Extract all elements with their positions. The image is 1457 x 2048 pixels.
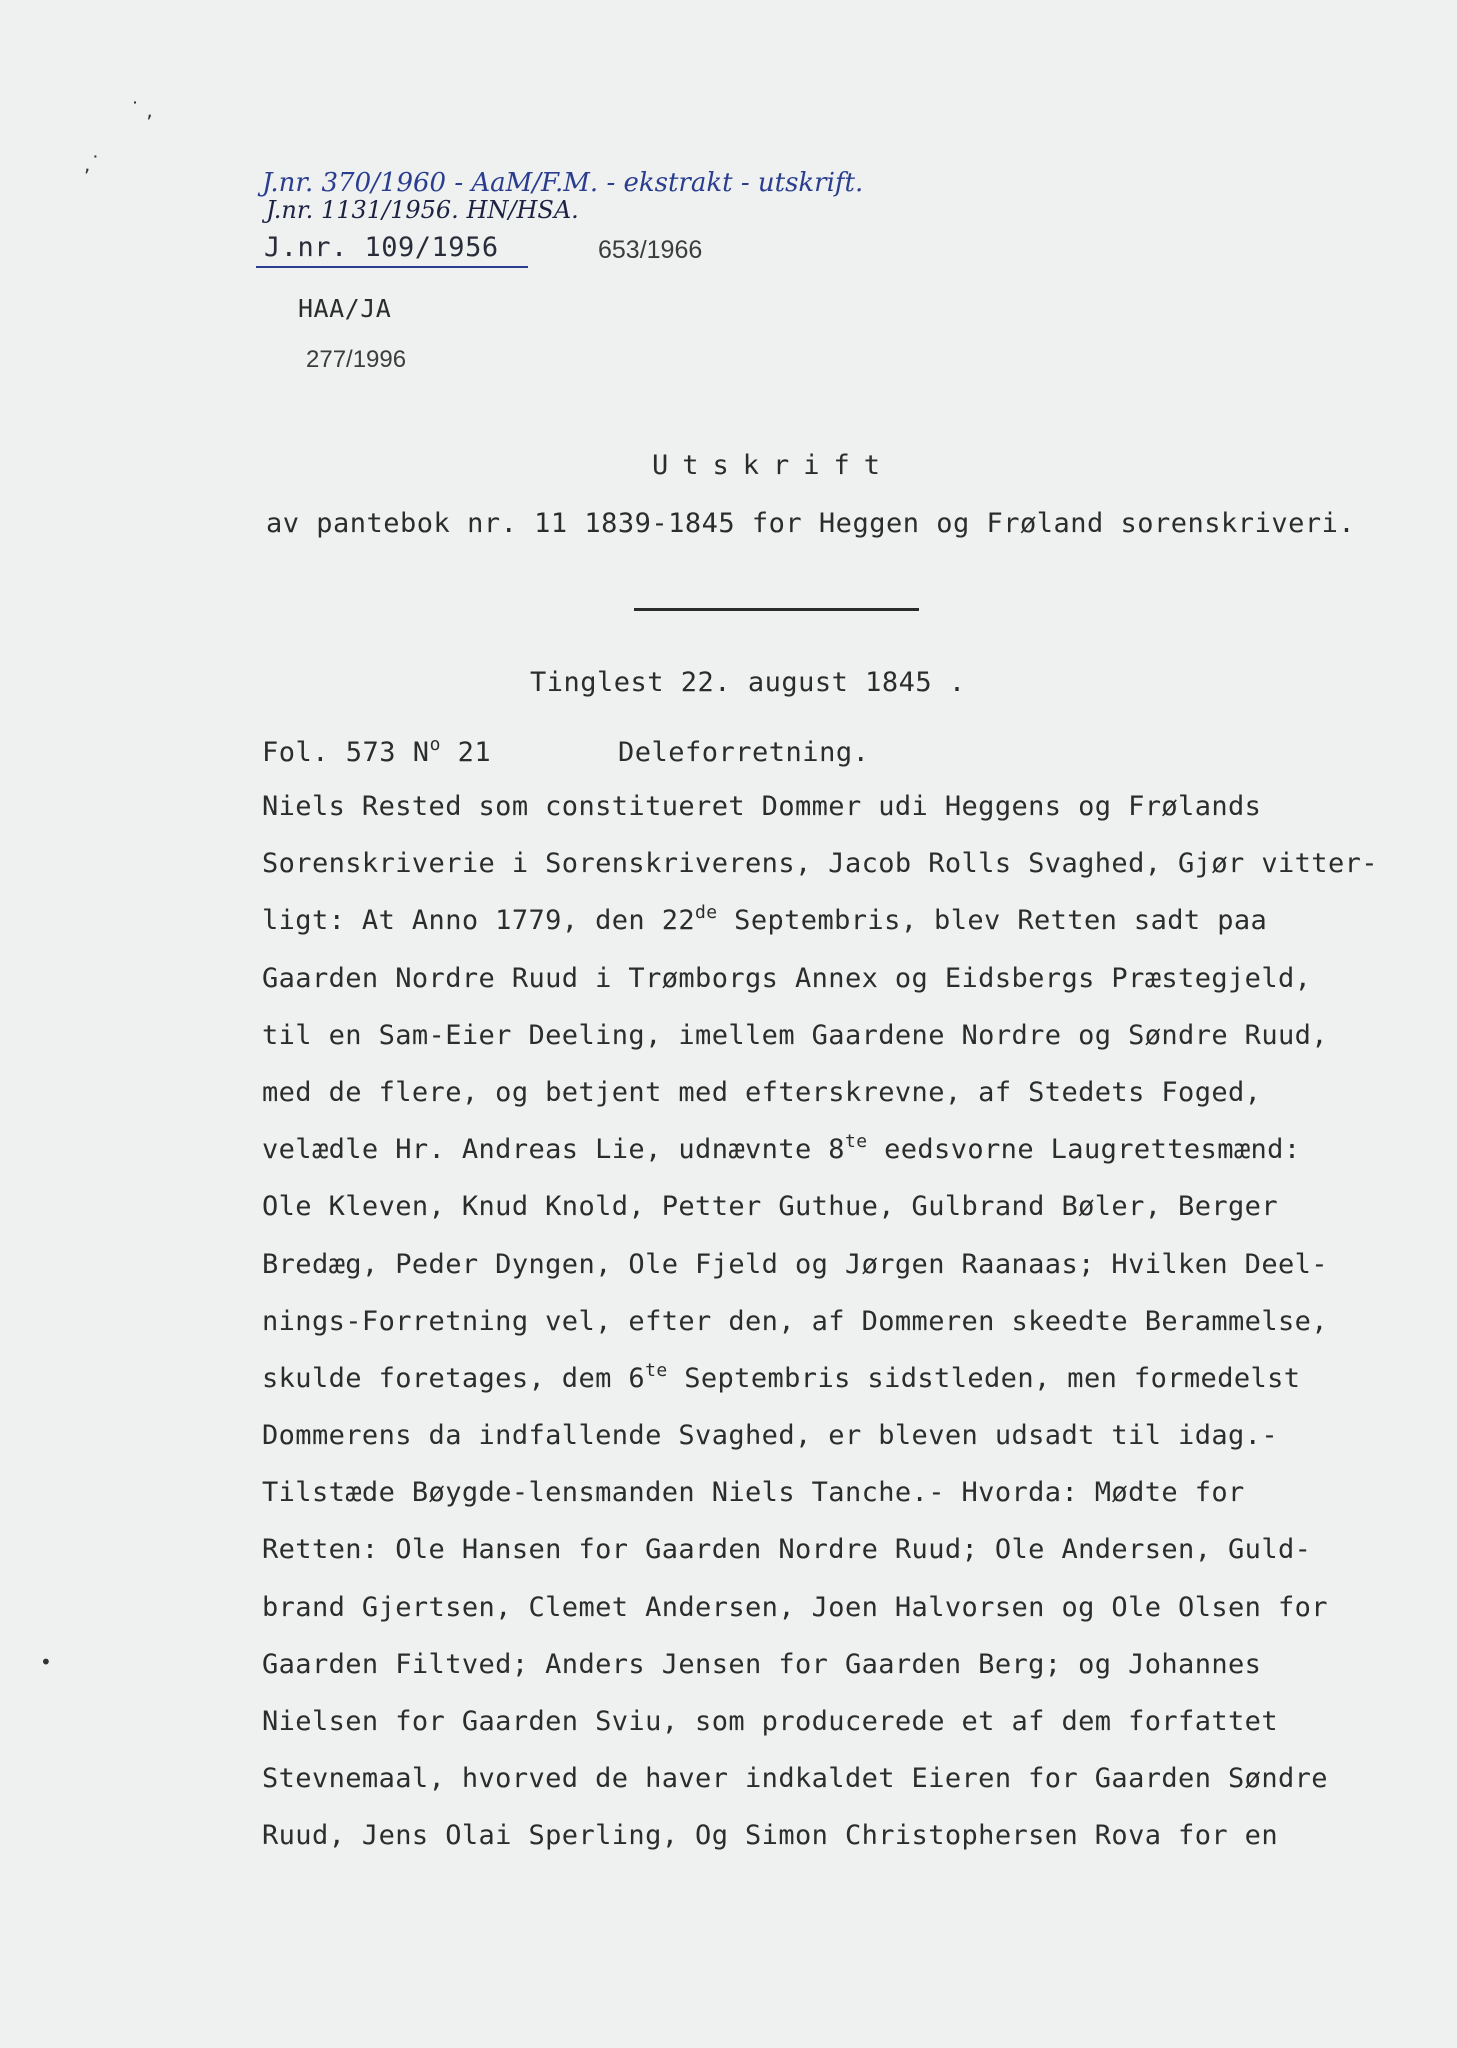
divider bbox=[634, 608, 919, 611]
journal-number-underline bbox=[256, 266, 528, 268]
text-segment: Septembris, blev Retten sadt paa bbox=[717, 905, 1268, 937]
text-line: Gaarden Filtved; Anders Jensen for Gaarden Berg; og Johannes bbox=[262, 1648, 1262, 1680]
text-line: til en Sam-Eier Deeling, imellem Gaardene Nordre og Søndre Ruud, bbox=[262, 1019, 1328, 1051]
text-segment: Septembris sidstleden, men formedelst bbox=[667, 1362, 1301, 1394]
text-segment: ligt: At Anno 1779, den 22 bbox=[262, 905, 696, 937]
folio-sup: o bbox=[429, 734, 441, 755]
text-line: Nielsen for Gaarden Sviu, som producerede et af dem forfattet bbox=[262, 1706, 1278, 1737]
margin-mark: ˙ , bbox=[130, 98, 153, 122]
text-line: Ole Kleven, Knud Knold, Petter Guthue, Gulbrand Bøler, Berger bbox=[262, 1191, 1278, 1223]
document-title: Utskrift bbox=[652, 450, 895, 481]
initials: HAA/JA bbox=[298, 294, 392, 323]
folio-label: Fol. 573 N bbox=[262, 737, 430, 768]
text-line: Ruud, Jens Olai Sperling, Og Simon Christophersen Rova for en bbox=[262, 1820, 1278, 1852]
folio-number: 21 bbox=[440, 737, 492, 768]
entry-heading: Deleforretning. bbox=[618, 737, 870, 768]
text-line: Niels Rested som constitueret Dommer udi Heggens og Frølands bbox=[262, 791, 1262, 822]
text-line: brand Gjertsen, Clemet Andersen, Joen Halvorsen og Ole Olsen for bbox=[262, 1591, 1328, 1623]
text-segment: skulde foretages, dem 6 bbox=[262, 1362, 646, 1394]
text-segment: eedsvorne Laugrettesmænd: bbox=[867, 1134, 1301, 1166]
journal-number: J.nr. 109/1956 bbox=[264, 232, 499, 263]
superscript: te bbox=[645, 1359, 668, 1381]
text-line: Tilstæde Bøygde-lensmanden Niels Tanche.- Hvorda: Mødte for bbox=[262, 1477, 1245, 1509]
text-line: Retten: Ole Hansen for Gaarden Nordre Ruud; Ole Andersen, Guld- bbox=[262, 1534, 1312, 1566]
text-line: med de flere, og betjent med efterskrevne, af Stedets Foged, bbox=[262, 1076, 1262, 1108]
margin-mark: • bbox=[40, 1650, 52, 1674]
tinglest-date: Tinglest 22. august 1845 . bbox=[530, 667, 966, 698]
text-line: nings-Forretning vel, efter den, af Dommeren skeedte Berammelse, bbox=[262, 1305, 1328, 1337]
text-line: Stevnemaal, hvorved de haver indkaldet Eieren for Gaarden Søndre bbox=[262, 1763, 1328, 1795]
margin-mark: ,˙ bbox=[84, 152, 101, 176]
handwritten-reference-2: J.nr. 1131/1956. HN/HSA. bbox=[266, 196, 579, 224]
text-line: Dommerens da indfallende Svaghed, er bleven udsadt til idag.- bbox=[262, 1420, 1278, 1452]
superscript: de bbox=[695, 902, 718, 924]
document-subtitle: av pantebok nr. 11 1839-1845 for Heggen og Frøland sorenskriveri. bbox=[266, 508, 1356, 539]
number-stamp: 653/1966 bbox=[598, 236, 703, 264]
text-line bbox=[262, 901, 1392, 958]
handwritten-reference-1: J.nr. 370/1960 - AaM/F.M. - ekstrakt - utskrift. bbox=[262, 168, 864, 198]
text-line: Bredæg, Peder Dyngen, Ole Fjeld og Jørgen Raanaas; Hvilken Deel- bbox=[262, 1248, 1328, 1280]
text-line bbox=[262, 1130, 1392, 1187]
number-stamp-2: 277/1996 bbox=[306, 346, 407, 373]
text-line: Gaarden Nordre Ruud i Trømborgs Annex og Eidsbergs Præstegjeld, bbox=[262, 962, 1312, 994]
text-line bbox=[262, 1359, 1392, 1416]
body-text bbox=[262, 787, 1392, 1874]
folio-reference bbox=[262, 734, 492, 768]
text-line: Sorenskriverie i Sorenskriverens, Jacob Rolls Svaghed, Gjør vitter- bbox=[262, 848, 1378, 880]
text-segment: velædle Hr. Andreas Lie, udnævnte 8 bbox=[262, 1134, 845, 1166]
superscript: te bbox=[844, 1131, 868, 1153]
